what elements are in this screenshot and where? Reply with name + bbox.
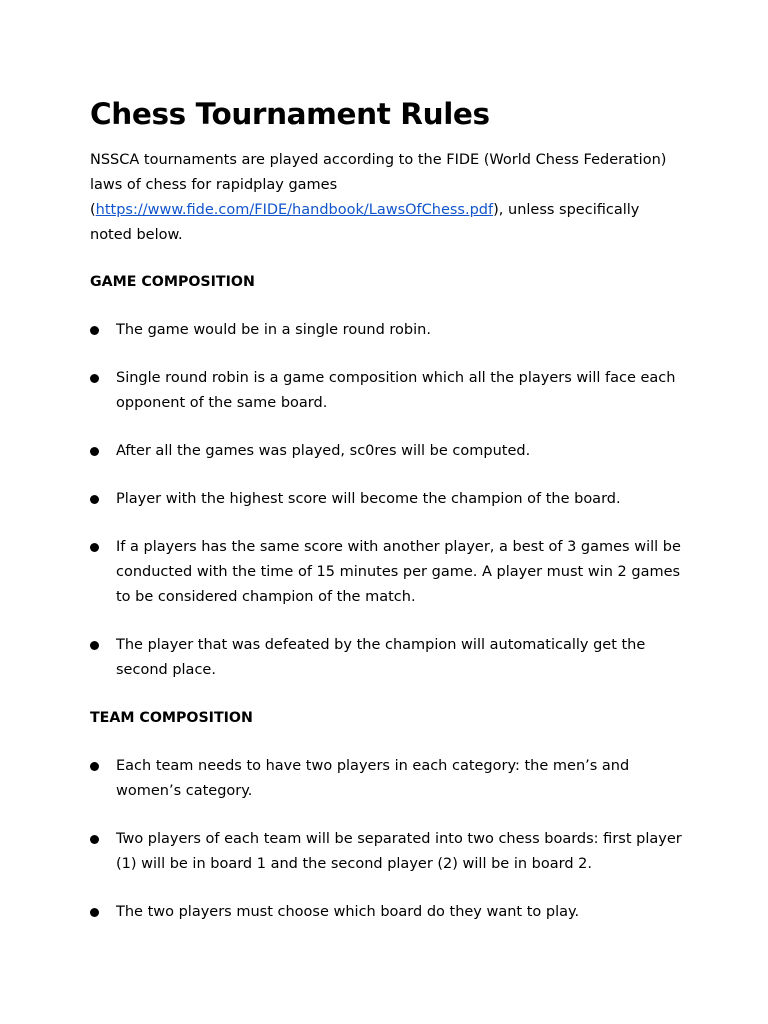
list-item-text: Two players of each team will be separated into two chess boards: first player (1) will be in board 1 and the second player (2) will be in board 2.: [116, 831, 682, 872]
bullet-icon: [90, 447, 99, 456]
bullet-icon: [90, 326, 99, 335]
list-item-text: The player that was defeated by the champion will automatically get the second place.: [116, 637, 646, 678]
list-item: [90, 439, 682, 464]
intro-text-before-link: NSSCA tournaments are played according to the FIDE (World Chess Federation) laws of chess for rapidplay games (: [90, 152, 667, 218]
list-item-text: Player with the highest score will become the champion of the board.: [116, 491, 621, 507]
list-item-text: Single round robin is a game composition which all the players will face each opponent of the same board.: [116, 370, 676, 411]
intro-paragraph: [90, 148, 680, 248]
list-item-text: The game would be in a single round robin.: [116, 322, 431, 338]
list-item: [90, 900, 682, 925]
list-item-text: The two players must choose which board do they want to play.: [116, 904, 580, 920]
page-title: Chess Tournament Rules: [90, 97, 490, 131]
fide-laws-link[interactable]: https://www.fide.com/FIDE/handbook/LawsOfChess.pdf: [95, 202, 494, 218]
list-item-text: After all the games was played, sc0res will be computed.: [116, 443, 531, 459]
list-item: [90, 487, 682, 512]
bullet-icon: [90, 495, 99, 504]
list-item-text: Each team needs to have two players in each category: the men’s and women’s category.: [116, 758, 630, 799]
list-item-text: If a players has the same score with another player, a best of 3 games will be conducted with the time of 15 minutes per game. A player must win 2 games to be considered champion of the match.: [116, 539, 681, 605]
team-composition-list: [90, 754, 682, 925]
bullet-icon: [90, 762, 99, 771]
list-item: [90, 754, 682, 804]
section-heading-team-composition: TEAM COMPOSITION: [90, 710, 253, 726]
bullet-icon: [90, 374, 99, 383]
list-item: [90, 827, 682, 877]
bullet-icon: [90, 543, 99, 552]
bullet-icon: [90, 835, 99, 844]
list-item: [90, 633, 682, 683]
game-composition-list: [90, 318, 681, 683]
section-heading-game-composition: GAME COMPOSITION: [90, 274, 255, 290]
bullet-icon: [90, 908, 99, 917]
intro-text-after-link: ), unless specifically noted below.: [90, 202, 640, 243]
list-item: [90, 366, 682, 416]
bullet-icon: [90, 641, 99, 650]
list-item: [90, 318, 682, 343]
list-item: [90, 535, 682, 610]
